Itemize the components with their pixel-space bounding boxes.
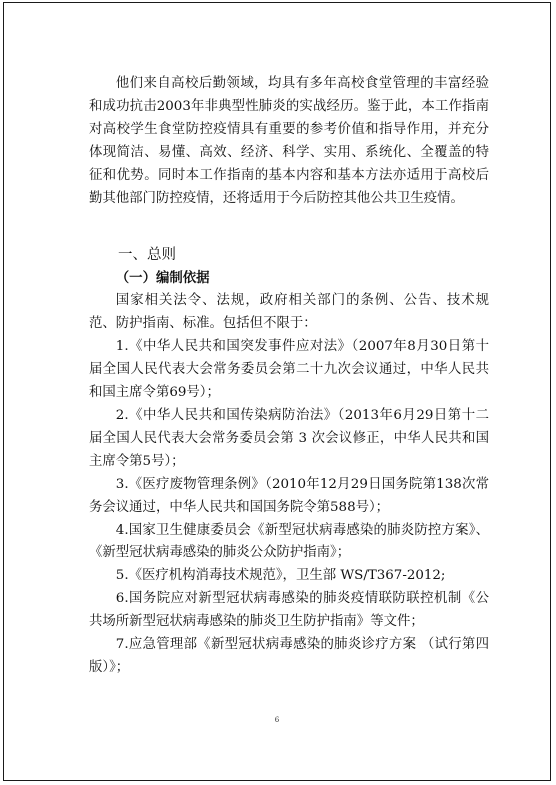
document-page <box>3 2 551 781</box>
page-number: 6 <box>274 716 280 724</box>
basis-item-5: 5.《医疗机构消毒技术规范》，卫生部 WS/T367-2012; <box>115 568 446 584</box>
page-content <box>89 73 489 680</box>
basis-item-3: 3.《医疗废物管理条例》（2010年12月29日国务院第138次常务会议通过，中华人民共和国国务院令第588号）； <box>89 476 489 515</box>
paragraph-spacer <box>89 210 489 244</box>
basis-item-1: 1.《中华人民共和国突发事件应对法》（2007年8月30日第十届全国人民代表大会常务委员会第二十九次会议通过，中华人民共和国主席令第69号）； <box>89 339 489 401</box>
basis-intro-paragraph: 国家相关法令、法规，政府相关部门的条例、公告、技术规范、防护指南、标准。包括但不限于： <box>89 293 489 332</box>
subsection-heading: （一）编制依据 <box>115 271 210 287</box>
basis-item-4: 4.国家卫生健康委员会《新型冠状病毒感染的肺炎防控方案》、《新型冠状病毒感染的肺炎公众防护指南》； <box>89 522 489 561</box>
basis-item-2: 2.《中华人民共和国传染病防治法》（2013年6月29日第十二届全国人民代表大会常务委员会第 3 次会议修正，中华人民共和国主席令第5号）； <box>89 407 489 469</box>
basis-item-7: 7.应急管理部《新型冠状病毒感染的肺炎诊疗方案 （试行第四版）》； <box>89 637 489 675</box>
intro-paragraph: 他们来自高校后勤领域，均具有多年高校食堂管理的丰富经验和成功抗击2003年非典型性肺炎的实战经历。鉴于此，本工作指南对高校学生食堂防控疫情具有重要的参考价值和指导作用，并充分体现简洁、易懂、高效、经济、科学、实用、系统化、全覆盖的特征和优势。同时本工作指南的基本内容和基本方法亦适用于高校后勤其他部门防控疫情，还将适用于今后防控其他公共卫生疫情。 <box>89 76 489 206</box>
basis-item-6: 6.国务院应对新型冠状病毒感染的肺炎疫情联防联控机制《公共场所新型冠状病毒感染的肺炎卫生防护指南》等文件； <box>89 591 489 630</box>
section-heading: 一、总则 <box>118 247 176 264</box>
